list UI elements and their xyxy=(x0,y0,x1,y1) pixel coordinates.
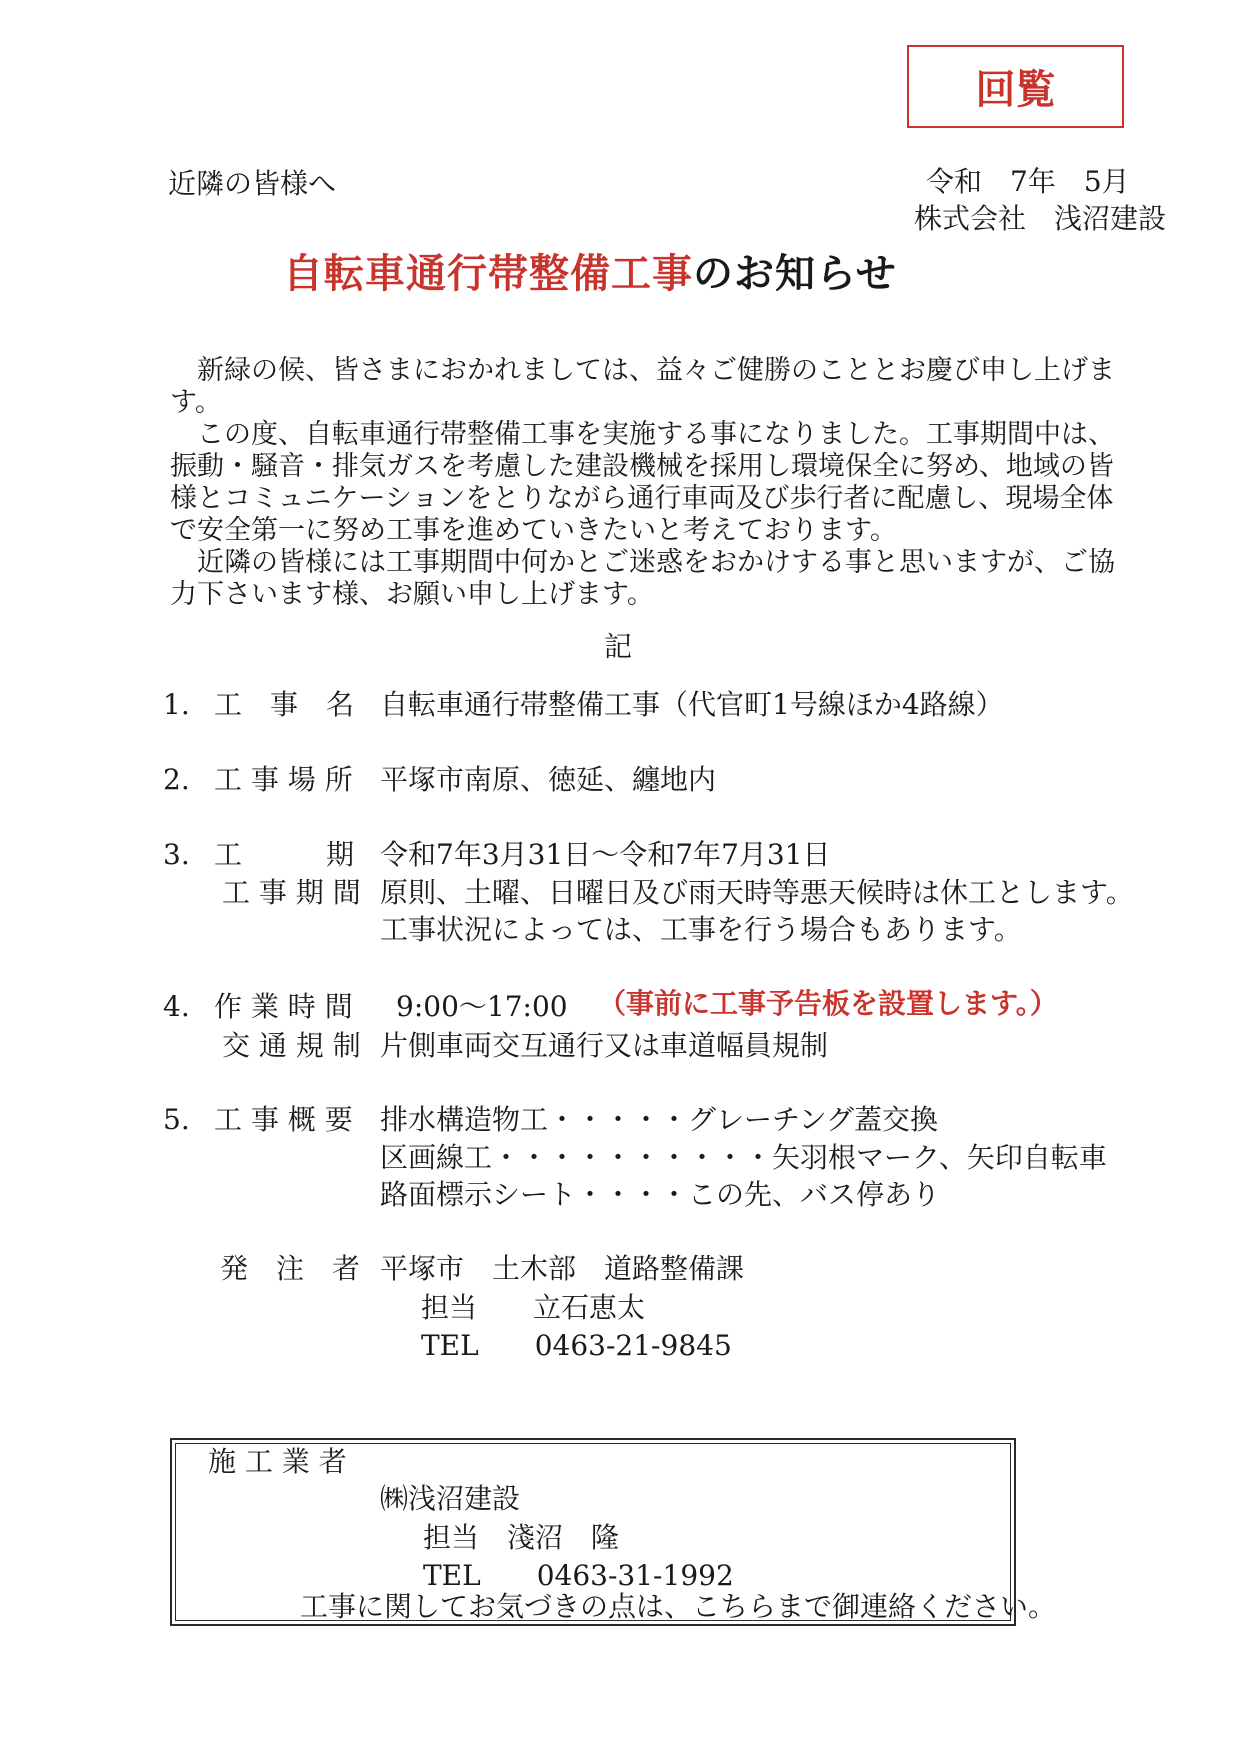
item-5-line-1: 排水構造物工・・・・・グレーチング蓋交換 xyxy=(380,1103,939,1136)
body-paragraph-2: 近隣の皆様には工事期間中何かとご迷惑をおかけする事と思いますが、ご協力下さいます様、お願い申し上げます。 xyxy=(170,547,1115,610)
item-4-sub-label: 交 通 規 制 xyxy=(222,1029,361,1062)
item-4-label: 作 業 時 間 xyxy=(214,990,353,1023)
item-2-value: 平塚市南原、徳延、纏地内 xyxy=(380,763,717,796)
item-4-value: 9:00～17:00 xyxy=(396,990,568,1023)
item-3-value: 令和7年3月31日～令和7年7月31日 xyxy=(380,838,831,871)
body-paragraph-1: この度、自転車通行帯整備工事を実施する事になりました。工事期間中は、振動・騒音・排気ガスを考慮した建設機械を採用し環境保全に努め、地域の皆様とコミュニケーションをとりながら通行車両及び歩行者に配慮し、現場全体で安全第一に努め工事を進めていきたいと考えております。 xyxy=(170,419,1115,546)
notice-title-project: 自転車通行帯整備工事 xyxy=(283,250,693,297)
item-5-line-2: 区画線工・・・・・・・・・・矢羽根マーク、矢印自転車 xyxy=(380,1141,1107,1174)
addressee: 近隣の皆様へ xyxy=(168,167,337,200)
orderer-label: 発 注 者 xyxy=(220,1252,361,1285)
item-2-number: 2. xyxy=(163,763,190,796)
item-3-sub-line-1: 原則、土曜、日曜日及び雨天時等悪天候時は休工とします。 xyxy=(380,876,1134,909)
item-1-number: 1. xyxy=(163,688,190,721)
item-1-value: 自転車通行帯整備工事（代官町1号線ほか4路線） xyxy=(380,688,1004,721)
item-3-sub-line-2: 工事状況によっては、工事を行う場合もあります。 xyxy=(380,913,1022,946)
notice-title xyxy=(283,250,897,298)
notice-date: 令和 7年 5月 xyxy=(926,165,1130,198)
item-3-label: 工 期 xyxy=(214,838,355,871)
notice-title-suffix: のお知らせ xyxy=(693,250,897,297)
circulation-stamp: 回覧 xyxy=(907,45,1124,128)
item-4-note: （事前に工事予告板を設置します。） xyxy=(598,987,1058,1020)
contractor-tel: TEL 0463-31-1992 xyxy=(423,1559,734,1592)
contractor-person: 担当 淺沼 隆 xyxy=(423,1521,620,1554)
contractor-contact-note: 工事に関してお気づきの点は、こちらまで御連絡ください。 xyxy=(300,1590,1057,1623)
contractor-company: ㈱浅沼建設 xyxy=(380,1482,521,1515)
contractor-label: 施 工 業 者 xyxy=(208,1445,347,1478)
orderer-person: 担当 立石恵太 xyxy=(421,1291,646,1324)
item-2-label: 工 事 場 所 xyxy=(214,763,353,796)
item-3-sub-label: 工 事 期 間 xyxy=(222,876,361,909)
greeting-paragraph: 新緑の候、皆さまにおかれましては、益々ご健勝のこととお慶び申し上げます。 xyxy=(170,355,1115,418)
item-5-line-3: 路面標示シート・・・・この先、バス停あり xyxy=(380,1178,941,1211)
sender-company: 株式会社 浅沼建設 xyxy=(914,202,1167,235)
item-1-label: 工 事 名 xyxy=(214,688,355,721)
orderer-organization: 平塚市 土木部 道路整備課 xyxy=(380,1252,745,1285)
item-4-sub-value: 片側車両交互通行又は車道幅員規制 xyxy=(380,1029,829,1062)
ki-heading: 記 xyxy=(604,630,633,663)
orderer-tel: TEL 0463-21-9845 xyxy=(421,1329,732,1362)
item-5-number: 5. xyxy=(163,1103,190,1136)
item-3-number: 3. xyxy=(163,838,190,871)
item-5-label: 工 事 概 要 xyxy=(214,1103,353,1136)
item-4-number: 4. xyxy=(163,990,190,1023)
